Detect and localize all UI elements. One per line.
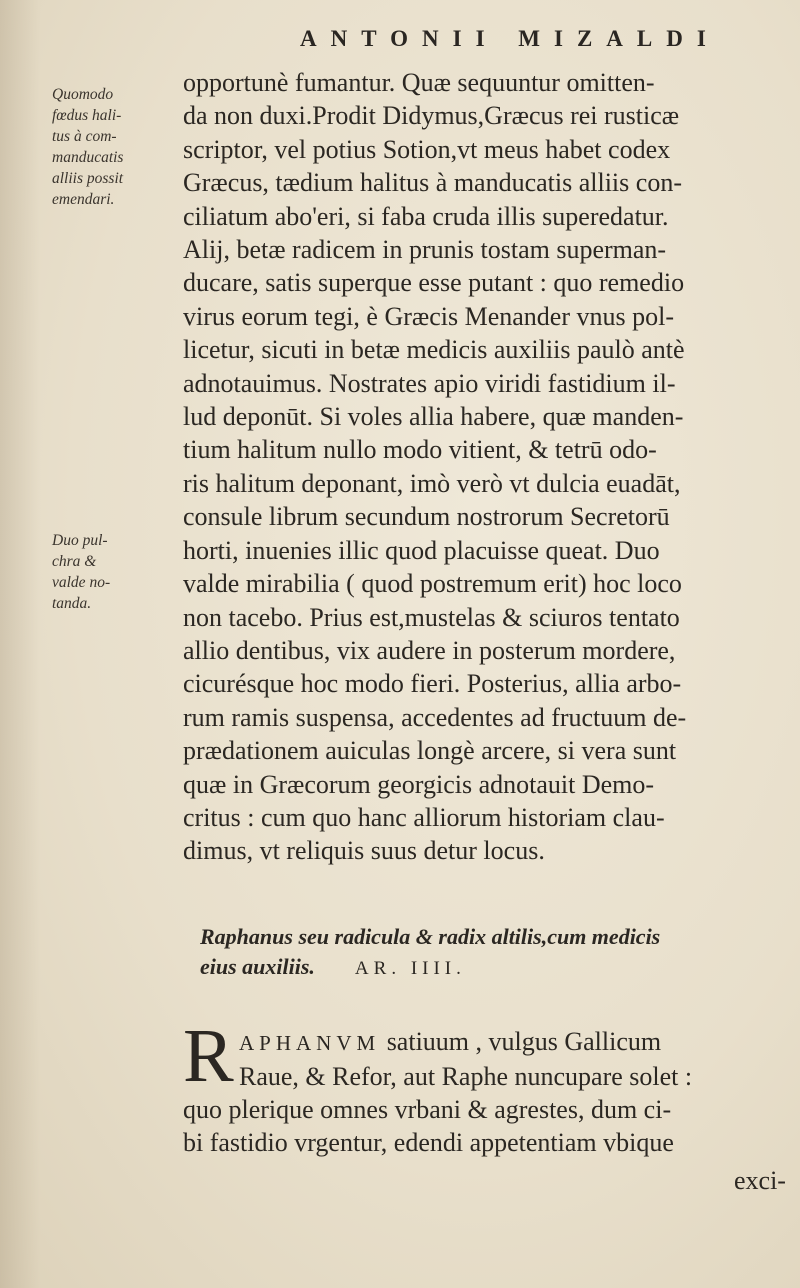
- side-note-line: alliis possit: [52, 170, 124, 187]
- section-heading: [200, 922, 790, 984]
- body-line: licetur, sicuti in betæ medicis auxiliis paulò antè: [183, 335, 685, 365]
- section-line-text: satiuum , vulgus Gallicum: [386, 1027, 662, 1056]
- section-first-word: APHANVM: [239, 1031, 381, 1055]
- body-line: scriptor, vel potius Sotion,vt meus habet codex: [183, 134, 671, 164]
- body-line: quæ in Græcorum georgicis adnotauit Demo-: [183, 769, 655, 799]
- body-line: valde mirabilia ( quod postremum erit) hoc loco: [183, 569, 682, 599]
- body-line: rum ramis suspensa, accedentes ad fructuum de-: [183, 702, 687, 732]
- body-line: ciliatum abo'eri, si faba cruda illis superedatur.: [183, 201, 669, 231]
- body-line: Græcus, tædium halitus à manducatis alliis con-: [183, 168, 682, 198]
- gutter-shadow: [0, 0, 40, 1288]
- side-note-line: manducatis: [52, 149, 124, 166]
- section-line: [183, 1025, 793, 1060]
- body-line: allio dentibus, vix audere in posterum mordere,: [183, 635, 676, 665]
- body-line: critus : cum quo hanc alliorum historiam clau-: [183, 802, 665, 832]
- section-heading-line-1: Raphanus seu radicula & radix altilis,cum medicis: [200, 924, 661, 949]
- body-line: Alij, betæ radicem in prunis tostam superman-: [183, 235, 667, 265]
- side-note-line: fœdus hali-: [52, 107, 122, 124]
- body-line: cicurésque hoc modo fieri. Posterius, allia arbo-: [183, 669, 682, 699]
- section-line: bi fastidio vrgentur, edendi appetentiam vbique: [183, 1128, 674, 1157]
- side-note-garlic-breath: [52, 84, 172, 210]
- body-line: non tacebo. Prius est,mustelas & sciuros tentato: [183, 602, 680, 632]
- section-heading-line-2: [200, 952, 790, 984]
- body-line: prædationem auiculas longè arcere, si vera sunt: [183, 736, 677, 766]
- article-reference: AR. IIII.: [354, 958, 466, 979]
- section-text: [183, 1014, 793, 1159]
- side-note-line: Quomodo: [52, 86, 114, 103]
- side-note-line: tanda.: [52, 595, 92, 612]
- side-note-line: tus à com-: [52, 128, 117, 145]
- body-line: lud deponūt. Si voles allia habere, quæ manden-: [183, 402, 684, 432]
- body-line: ducare, satis superque esse putant : quo remedio: [183, 268, 685, 298]
- drop-cap-letter: R: [183, 1014, 234, 1098]
- section-line: quo plerique omnes vrbani & agrestes, dum ci-: [183, 1095, 672, 1124]
- body-line: opportunè fumantur. Quæ sequuntur omitten-: [183, 68, 655, 97]
- body-line: consule librum secundum nostrorum Secretorū: [183, 502, 670, 532]
- body-line: da non duxi.Prodit Didymus,Græcus rei rusticæ: [183, 101, 680, 131]
- side-note-line: chra &: [52, 553, 97, 570]
- body-text: [183, 66, 793, 868]
- section-heading-line-2-text: eius auxiliis.: [200, 954, 315, 979]
- body-line: horti, inuenies illic quod placuisse queat. Duo: [183, 535, 660, 565]
- body-line: dimus, vt reliquis suus detur locus.: [183, 836, 545, 866]
- side-note-line: emendari.: [52, 191, 115, 208]
- body-line: ris halitum deponant, imò verò vt dulcia euadāt,: [183, 468, 681, 498]
- section-line: Raue, & Refor, aut Raphe nuncupare solet :: [239, 1062, 693, 1091]
- side-note-two-notable: [52, 530, 172, 614]
- body-line: virus eorum tegi, è Græcis Menander vnus pol-: [183, 301, 675, 331]
- running-head: ANTONII MIZALDI: [300, 26, 720, 51]
- side-note-line: valde no-: [52, 574, 111, 591]
- body-line: tium halitum nullo modo vitient, & tetrū odo-: [183, 435, 657, 465]
- body-line: adnotauimus. Nostrates apio viridi fastidium il-: [183, 368, 676, 398]
- catchword: exci-: [734, 1166, 786, 1195]
- side-note-line: Duo pul-: [52, 532, 108, 549]
